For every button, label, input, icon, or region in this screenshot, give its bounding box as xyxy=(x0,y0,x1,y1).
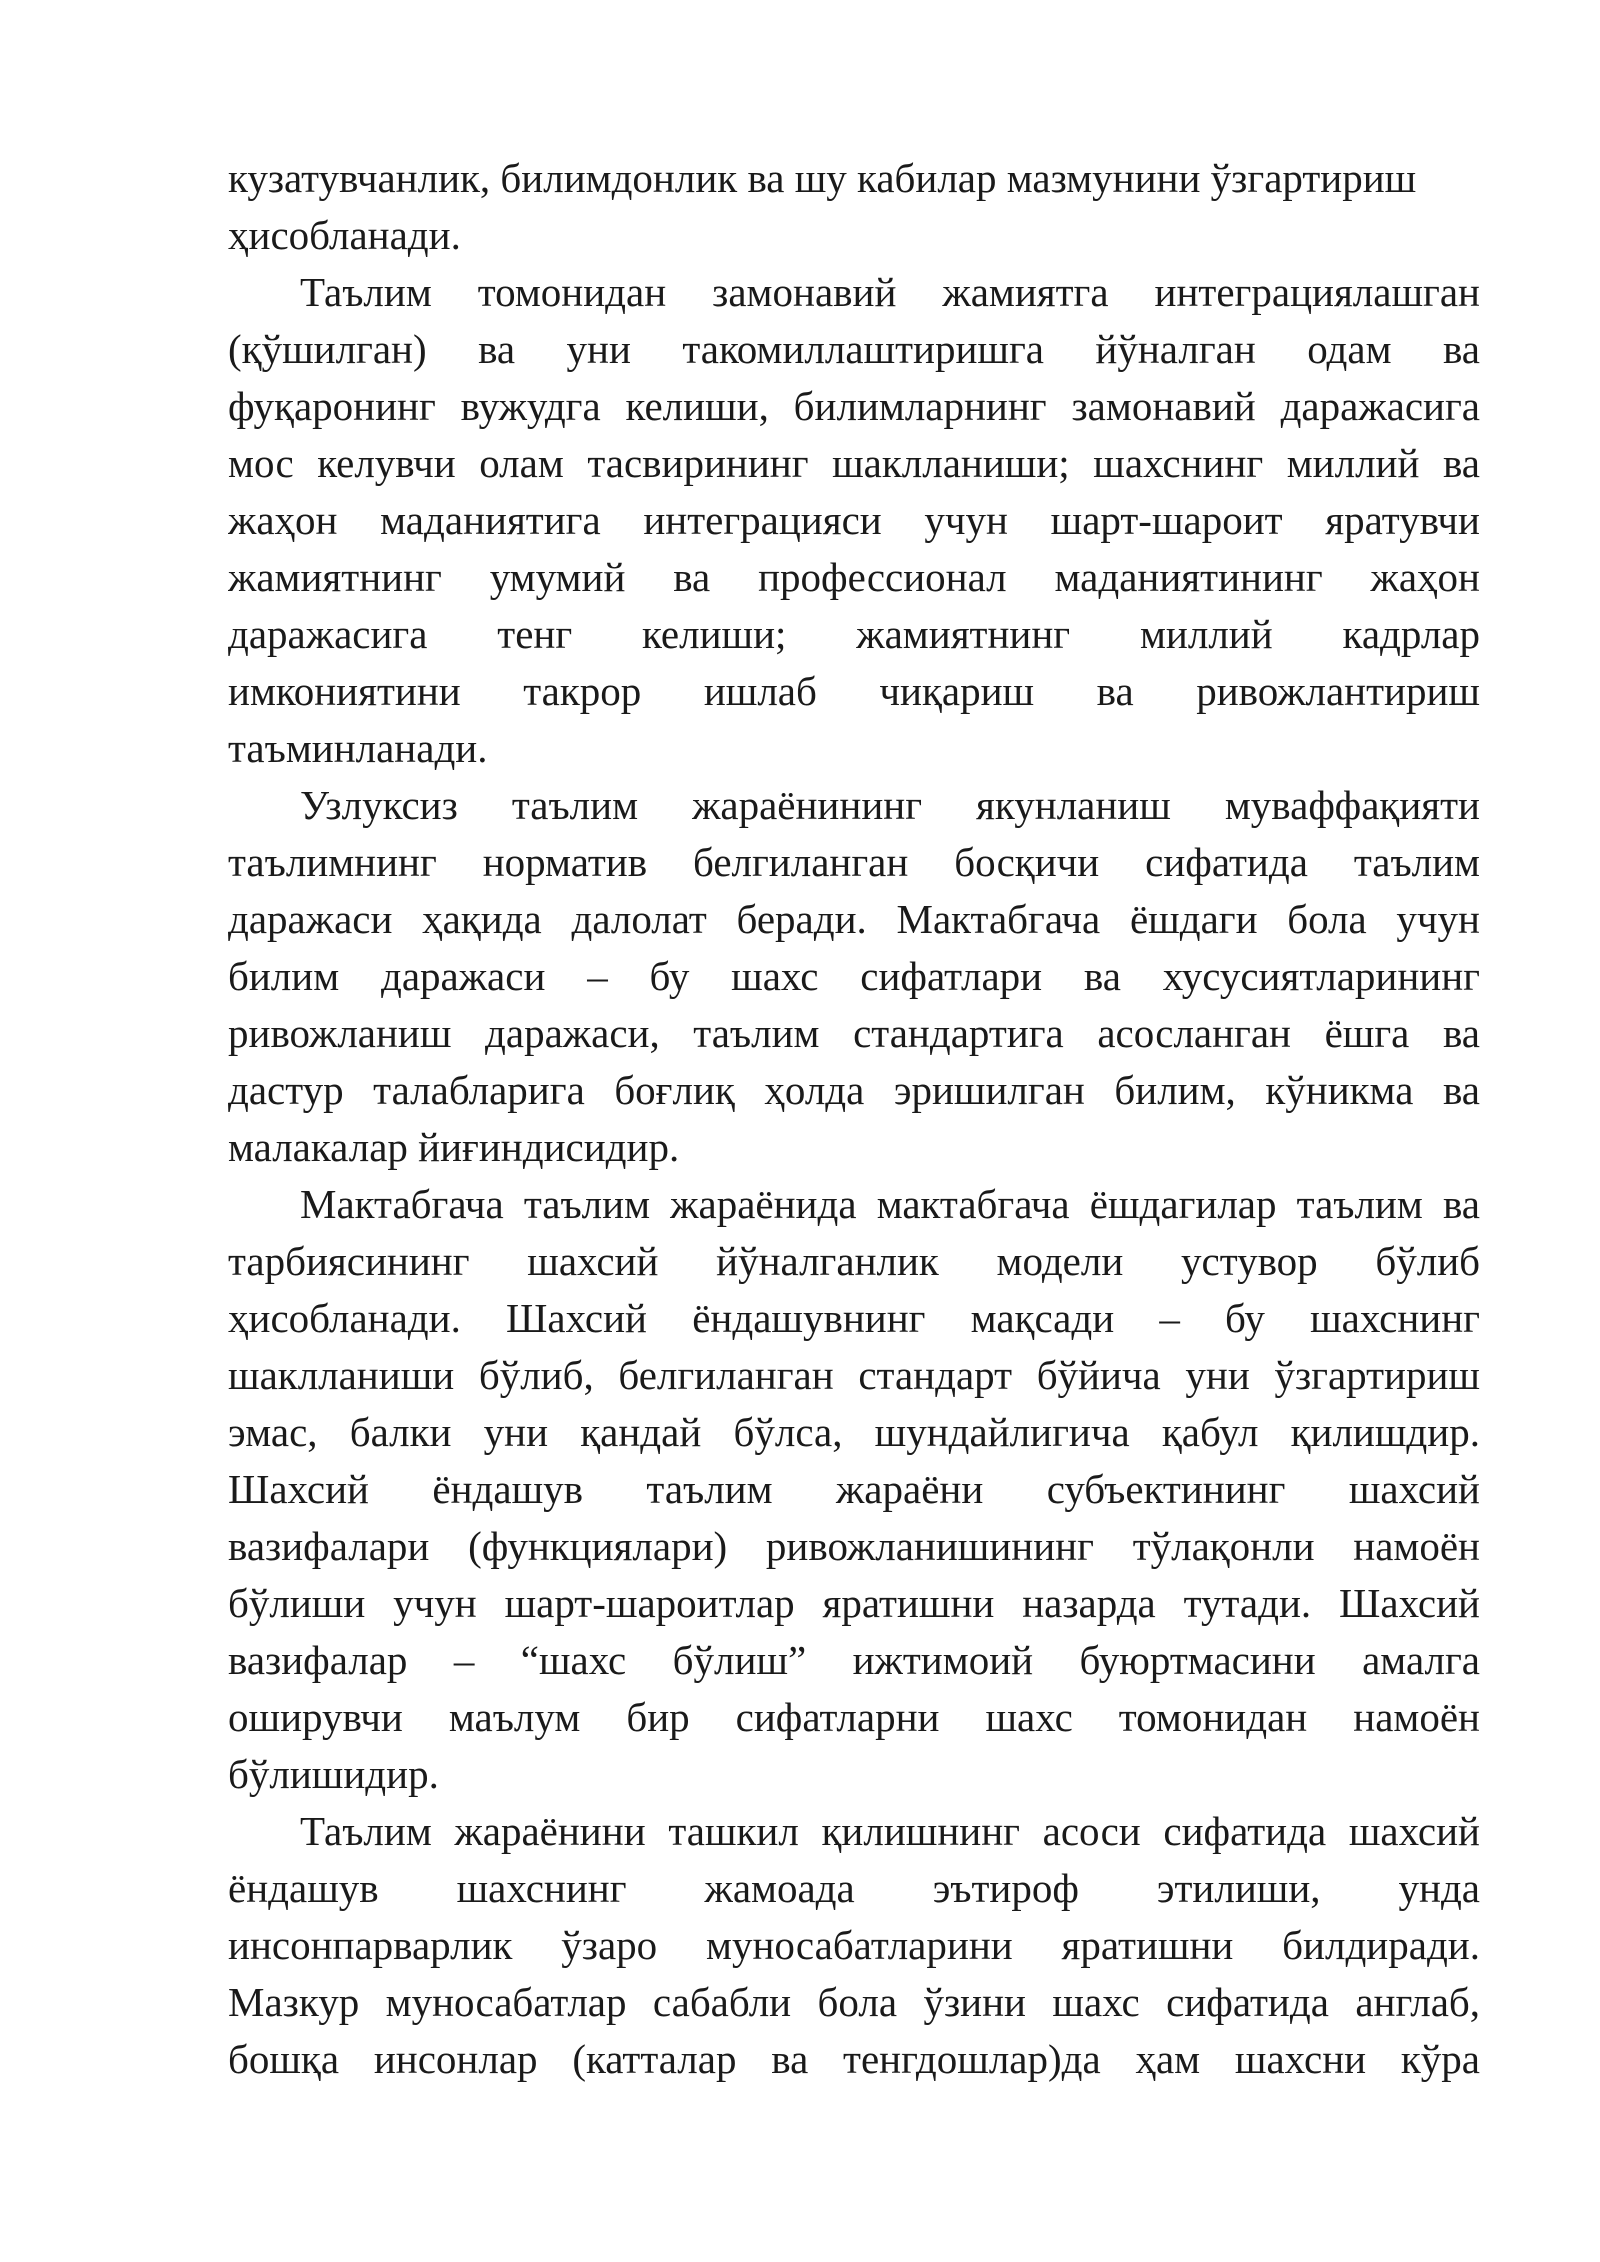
text-line: Таълим томонидан замонавий жамиятга интеграциялашган xyxy=(300,269,1480,315)
text-line: малакалар йиғиндисидир. xyxy=(228,1124,680,1170)
text-line: билим даражаси – бу шахс сифатлари ва хусусиятларининг xyxy=(228,953,1480,999)
text-line: мос келувчи олам тасвирининг шаклланиши; шахснинг миллий ва xyxy=(228,440,1480,486)
text-line: даражасига тенг келиши; жамиятнинг миллий кадрлар xyxy=(228,611,1480,657)
text-line: Мазкур муносабатлар сабабли бола ўзини шахс сифатида англаб, xyxy=(228,1979,1480,2025)
text-line: бошқа инсонлар (катталар ва тенгдошлар)да ҳам шахсни кўра xyxy=(228,2036,1480,2082)
text-line: вазифалари (функциялари) ривожланишининг тўлақонли намоён xyxy=(228,1523,1480,1569)
text-line: инсонпарварлик ўзаро муносабатларини яратишни билдиради. xyxy=(228,1922,1480,1968)
text-line: дастур талабларига боғлиқ ҳолда эришилган билим, кўникма ва xyxy=(228,1067,1480,1113)
text-line: эмас, балки уни қандай бўлса, шундайлигича қабул қилишдир. xyxy=(228,1409,1480,1455)
text-line: таъминланади. xyxy=(228,725,488,771)
text-line: вазифалар – “шахс бўлиш” ижтимоий буюртмасини амалга xyxy=(228,1637,1480,1683)
text-line: даражаси ҳақида далолат беради. Мактабгача ёшдаги бола учун xyxy=(228,896,1480,942)
text-line: ҳисобланади. Шахсий ёндашувнинг мақсади – бу шахснинг xyxy=(228,1295,1480,1341)
text-line: Таълим жараёнини ташкил қилишнинг асоси сифатида шахсий xyxy=(300,1808,1480,1854)
text-line: оширувчи маълум бир сифатларни шахс томонидан намоён xyxy=(228,1694,1480,1740)
text-line: имкониятини такрор ишлаб чиқариш ва ривожлантириш xyxy=(228,668,1480,714)
text-line: ривожланиш даражаси, таълим стандартига асосланган ёшга ва xyxy=(228,1010,1480,1056)
text-line: бўлишидир. xyxy=(228,1751,439,1797)
text-line: фуқаронинг вужудга келиши, билимларнинг замонавий даражасига xyxy=(228,383,1480,429)
document-body xyxy=(228,150,1480,2088)
text-line: жаҳон маданиятига интеграцияси учун шарт-шароит яратувчи xyxy=(228,497,1480,543)
text-line: бўлиши учун шарт-шароитлар яратишни назарда тутади. Шахсий xyxy=(228,1580,1480,1626)
text-line: Шахсий ёндашув таълим жараёни субъектининг шахсий xyxy=(228,1466,1480,1512)
text-line: (қўшилган) ва уни такомиллаштиришга йўналган одам ва xyxy=(228,326,1480,372)
text-line: шаклланиши бўлиб, белгиланган стандарт бўйича уни ўзгартириш xyxy=(228,1352,1480,1398)
text-line: таълимнинг норматив белгиланган босқичи сифатида таълим xyxy=(228,839,1480,885)
text-line: Мактабгача таълим жараёнида мактабгача ёшдагилар таълим ва xyxy=(300,1181,1480,1227)
text-line: ёндашув шахснинг жамоада эътироф этилиши, унда xyxy=(228,1865,1480,1911)
text-line: ҳисобланади. xyxy=(228,212,461,258)
text-line: кузатувчанлик, билимдонлик ва шу кабилар мазмунини ўзгартириш xyxy=(228,155,1417,201)
text-line: жамиятнинг умумий ва профессионал маданиятининг жаҳон xyxy=(228,554,1480,600)
text-line: Узлуксиз таълим жараёнининг якунланиш муваффақияти xyxy=(300,782,1480,828)
text-line: тарбиясининг шахсий йўналганлик модели устувор бўлиб xyxy=(228,1238,1480,1284)
